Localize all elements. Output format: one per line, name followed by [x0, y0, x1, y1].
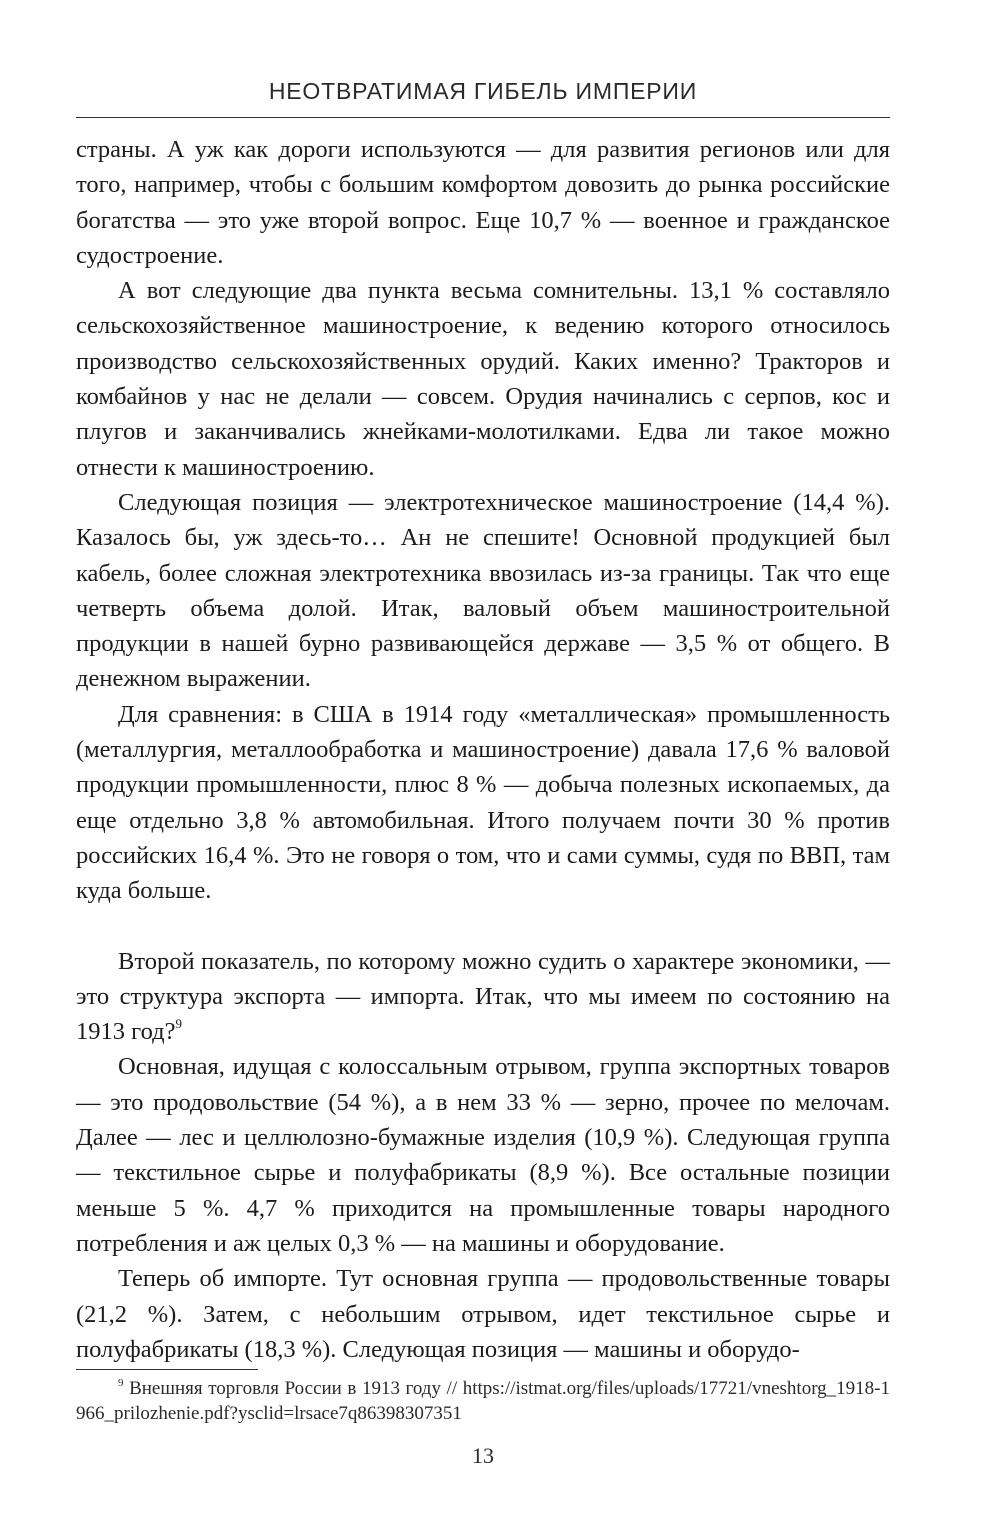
paragraph-import-structure: Теперь об импорте. Тут основная группа — продовольственные товары (21,2 %). Затем, с небольшим отрывом, идет текстильное сырье и полуфабрикаты (18,3 %). Следующая позиция — машины и оборудо-	[76, 1265, 890, 1363]
footnote-reference[interactable]: 9	[175, 1016, 182, 1032]
paragraph-agricultural-machinery: А вот следующие два пункта весьма сомнительны. 13,1 % составляло сельскохозяйственное машиностроение, к ведению которого относилось производство сельскохозяйственных орудий. Каких именно? Тракторов и комбайнов у нас не делали — совсем. Орудия начинались с серпов, кос и плугов и заканчивались жнейками-молотилками. Едва ли такое можно отнести к машиностроению.	[76, 277, 890, 481]
paragraph-export-import-intro	[76, 944, 890, 1050]
paragraph-usa-comparison: Для сравнения: в США в 1914 году «металлическая» промышленность (металлургия, металлообработка и машиностроение) давала 17,6 % валовой продукции промышленности, плюс 8 % — добыча полезных ископаемых, да еще отдельно 3,8 % автомобильная. Итого получаем почти 30 % против российских 16,4 %. Это не говоря о том, что и сами суммы, судя по ВВП, там куда больше.	[76, 700, 890, 905]
footnote-divider	[76, 1369, 258, 1370]
paragraph-continuation: страны. А уж как дороги используются — для развития регионов или для того, например, чтобы с большим комфортом довозить до рынка российские богатства — это уже второй вопрос. Еще 10,7 % — военное и гражданское судостроение.	[76, 136, 890, 269]
paragraph-export-structure: Основная, идущая с колоссальным отрывом, группа экспортных товаров — это продовольствие (54 %), а в нем 33 % — зерно, прочее по мелочам. Далее — лес и целлюлозно-бумажные изделия (10,9 %). Следующая группа — текстильное сырье и полуфабрикаты (8,9 %). Все остальные позиции меньше 5 %. 4,7 % приходится на промышленные товары народного потребления и аж целых 0,3 % — на машины и оборудование.	[76, 1053, 890, 1257]
paragraph-electrotechnical: Следующая позиция — электротехническое машиностроение (14,4 %). Казалось бы, уж здесь-то… Ан не спешите! Основной продукцией был кабель, более сложная электротехника ввозилась из-за границы. Так что еще четверть объема долой. Итак, валовый объем машиностроительной продукции в нашей бурно развивающейся державе — 3,5 % от общего. В денежном выражении.	[76, 488, 890, 693]
page-number: 13	[472, 1443, 494, 1468]
main-text	[76, 132, 890, 1367]
header-divider	[76, 117, 890, 118]
footnote-text: Внешняя торговля России в 1913 году //	[129, 1378, 458, 1399]
running-header: НЕОТВРАТИМАЯ ГИБЕЛЬ ИМПЕРИИ	[268, 78, 698, 104]
footnote-number: 9	[118, 1377, 124, 1389]
paragraph-export-import-text: Второй показатель, по которому можно судить о характере экономики, — это структура экспорта — импорта. Итак, что мы имеем по состоянию на 1913 год?	[76, 947, 890, 1046]
footnote	[76, 1376, 890, 1426]
footnote-link[interactable]: https://istmat.org/files/uploads/17721/vneshtorg_1918-1966_prilozhenie.pdf?ysclid=lrsace7q86398307351	[76, 1378, 891, 1424]
